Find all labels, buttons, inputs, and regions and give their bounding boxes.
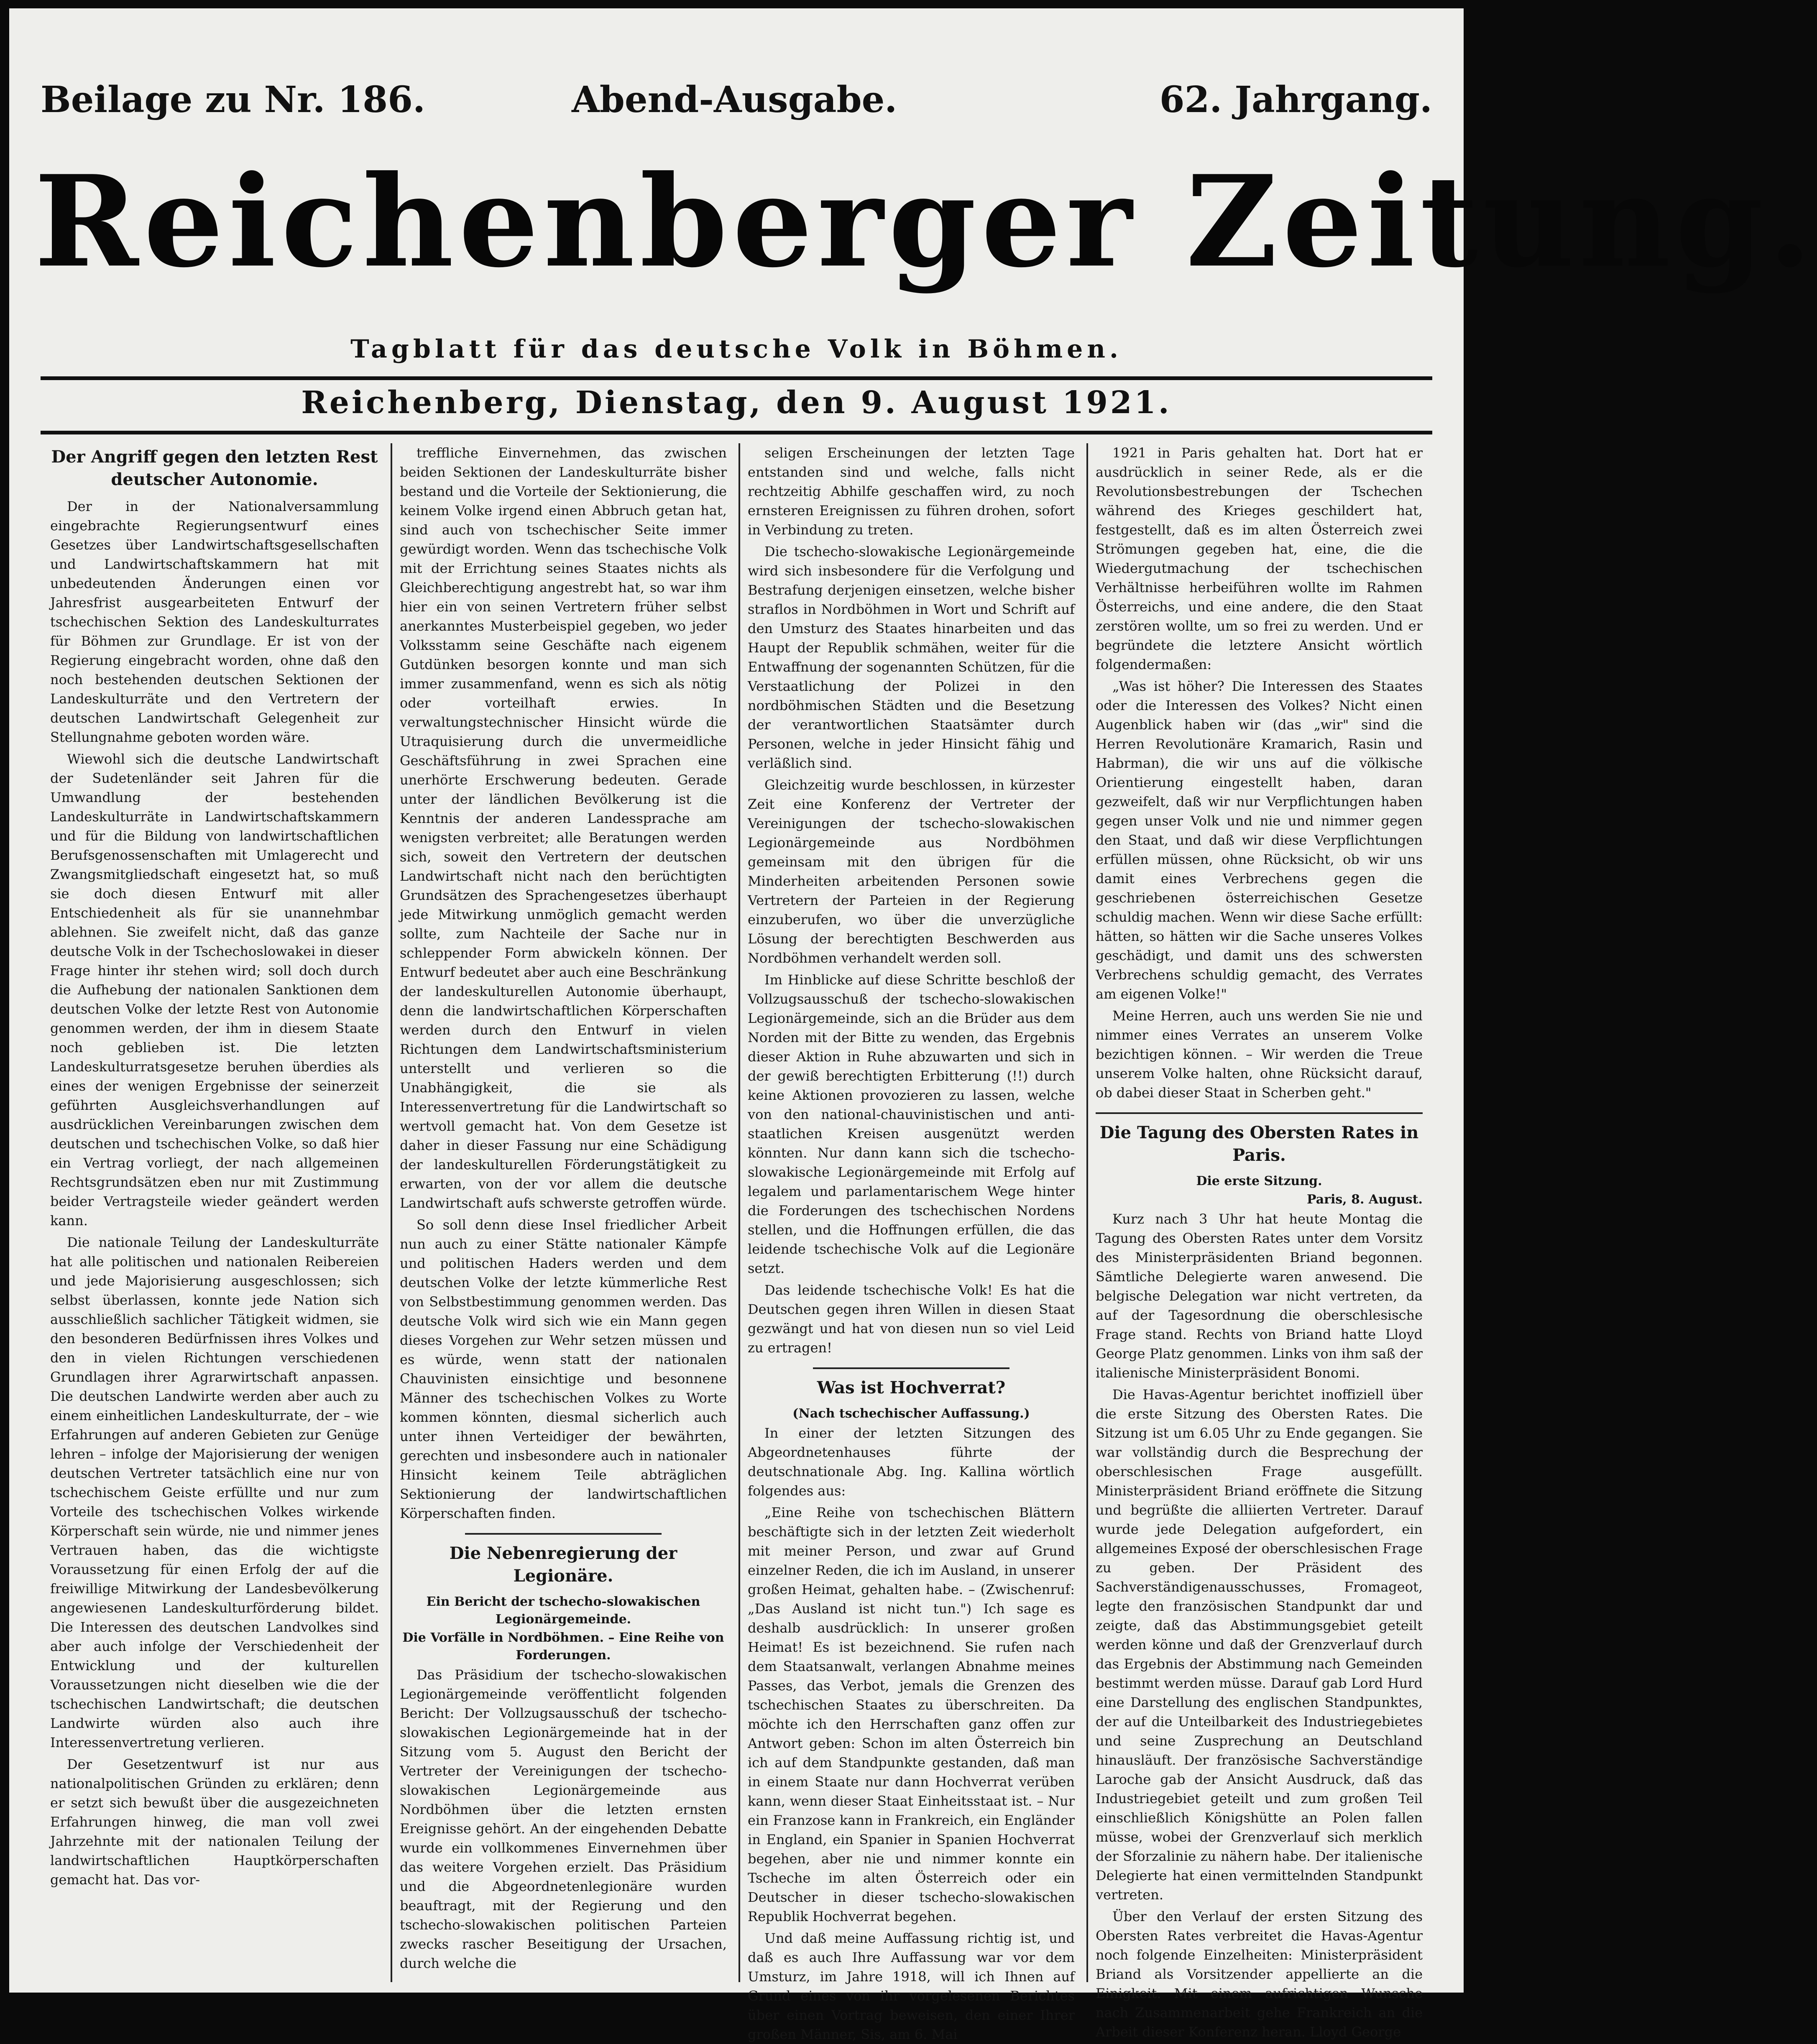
article-paragraph: So soll denn diese Insel friedlicher Arbeit nun auch zu einer Stätte nationaler Kämpfe und politischen Haders werden und dem deutschen Volke der letzte kümmerliche Rest von Selbstbestimmung genommen werden. Das deutsche Volk wird sich wie ein Mann gegen dieses Vorgehen zur Wehr setzen müssen und es würde, wenn statt der nationalen Chauvinisten einsichtige und besonnene Männer des tschechischen Volkes zu Worte kommen könnten, diesmal sicherlich auch unter ihnen Verteidiger der bewährten, gerechten und insbesondere auch in nationaler Hinsicht keinem Teile abträglichen Sektionierung der landwirtschaftlichen Körperschaften finden.	[400, 1217, 727, 1521]
article-paragraph: Das leidende tschechische Volk! Es hat die Deutschen gegen ihren Willen in diesen Staat gezwängt und hat von diesen nun so viel Leid zu ertragen!	[748, 1282, 1075, 1356]
article-paragraph: In einer der letzten Sitzungen des Abgeordnetenhauses führte der deutschnationale Abg. Ing. Kallina wörtlich folgendes aus:	[748, 1425, 1075, 1499]
article-paragraph: Die nationale Teilung der Landeskulturräte hat alle politischen und nationalen Reibereien und jede Majorisierung ausgeschlossen; sich selbst überlassen, konnte jede Nation sich ausschließlich sachlicher Tätigkeit widmen, sie den besonderen Bedürfnissen ihres Volkes und den in vielen Richtungen verschiedenen Grundlagen ihrer Agrarwirtschaft anpassen. Die deutschen Landwirte werden aber auch zu einem einheitlichen Landeskulturrate, der – wie Erfahrungen auf anderen Gebieten zur Genüge lehren – infolge der Majorisierung der wenigen deutschen Vertreter tatsächlich eine nur von tschechischem Geiste erfüllte und nur zum Vorteile des tschechischen Volkes wirkende Körperschaft sein würde, nie und nimmer jenes Vertrauen haben, das die wichtigste Voraussetzung für einen Erfolg der auf die freiwillige Mitwirkung der Landesbevölkerung angewiesenen Landeskulturförderung bildet. Die Interessen des deutschen Landvolkes sind aber auch infolge der Verschiedenheit der Entwicklung und der kulturellen Voraussetzungen nicht dieselben wie die der tschechischen Landwirtschaft; die deutschen Landwirte würden also auch ihre Interessenvertretung verlieren.	[50, 1234, 379, 1750]
masthead-divider	[41, 376, 1432, 380]
article-paragraph: Das Präsidium der tschecho-slowakischen Legionärgemeinde veröffentlicht folgenden Bericht: Der Vollzugsausschuß der tschecho-slowakischen Legionärgemeinde hat in der Sitzung vom 5. August den Bericht der Vertreter der Vereinigungen der tschecho-slowakischen Legionärgemeinde aus Nordböhmen über die letzten ernsten Ereignisse gehört. An der eingehenden Debatte wurde ein vollkommenes Einvernehmen über das weitere Vorgehen erzielt. Das Präsidium und die Abgeordnetenlegionäre wurden beauftragt, mit der Regierung und den tschecho-slowakischen politischen Parteien zwecks rascher Beseitigung der Ursachen, durch welche die	[400, 1667, 727, 1971]
article-kicker: Die Vorfälle in Nordböhmen. – Eine Reihe von Forderungen.	[402, 1630, 724, 1663]
article-paragraph: treffliche Einvernehmen, das zwischen beiden Sektionen der Landeskulturräte bisher bestand und die Vorteile der Sektionierung, die keinem Volke irgend einen Abbruch getan hat, sind auch von tschechischer Seite immer gewürdigt worden. Wenn das tschechische Volk mit der Errichtung seines Staates nichts als Gleichberechtigung angestrebt hat, so war ihm hier ein von seinen Vertretern früher selbst anerkanntes Musterbeispiel gegeben, wo jeder Volksstamm seine Geschäfte nach eigenem Gutdünken besorgen konnte und man sich immer zusammenfand, wenn es sich als nötig oder vorteilhaft erwies. In verwaltungstechnischer Hinsicht würde die Utraquisierung durch die unvermeidliche Geschäftsführung in zwei Sprachen eine unerhörte Erschwerung bedeuten. Gerade unter der ländlichen Bevölkerung ist die Kenntnis der anderen Landessprache am wenigsten verbreitet; alle Beratungen werden sich, soweit den Vertretern der deutschen Landwirtschaft nicht nach den berüchtigten Grundsätzen des Sprachengesetzes überhaupt jede Mitwirkung unmöglich gemacht werden sollte, zum Nachteile der Sache nur in schleppender Form abwickeln können. Der Entwurf bedeutet aber auch eine Beschränkung der landeskulturellen Autonomie überhaupt, denn die landwirtschaftlichen Körperschaften werden durch den Entwurf in vielen Richtungen dem Landwirtschaftsministerium unterstellt und verlieren so die Unabhängigkeit, die sie als Interessenvertretung für die Landwirtschaft so wertvoll gemacht hat. Von dem Gesetze ist daher in dieser Fassung nur eine Schädigung der landeskulturellen Förderungstätigkeit zu erwarten, von der vor allem die deutsche Landwirtschaft aufs schwerste getroffen würde.	[400, 445, 727, 1211]
newspaper-page	[9, 8, 1817, 2042]
newspaper-subtitle: Tagblatt für das deutsche Volk in Böhmen.	[350, 335, 1122, 364]
article-paragraph: Der in der Nationalversammlung eingebrachte Regierungsentwurf eines Gesetzes über Landwirtschaftsgesellschaften und Landwirtschaftskammern hat mit unbedeutenden Änderungen einen vor Jahresfrist ausgearbeiteten Entwurf der tschechischen Sektion des Landeskulturrates für Böhmen zur Grundlage. Er ist von der Regierung eingebracht worden, ohne daß den noch bestehenden deutschen Sektionen der Landeskulturräte und den Vertretern der deutschen Landwirtschaft Gelegenheit zur Stellungnahme geboten worden wäre.	[50, 498, 379, 745]
article-paragraph: „Was ist höher? Die Interessen des Staates oder die Interessen des Volkes? Nicht einen Augenblick haben wir (das „wir" sind die Herren Revolutionäre Kramarich, Rasin und Habrman), die wir uns auf die völkische Orientierung eingestellt haben, daran gezweifelt, daß wir nur Verpflichtungen haben gegen unser Volk und nie und nimmer gegen den Staat, und daß wir diese Verpflichtungen erfüllen müssen, ohne Rücksicht, ob wir uns damit eines Verbrechens gegen die geschriebenen österreichischen Gesetze schuldig machen. Wenn wir diese Sache erfüllt: hätten, so hätten wir die Sache unseres Volkes geschädigt, und damit uns des schwersten Verbrechens schuldig gemacht, des Verrates am eigenen Volke!"	[1096, 678, 1423, 1002]
edition-label: Abend-Ausgabe.	[572, 79, 897, 121]
column-4	[1086, 443, 1430, 2040]
article-paragraph: Wiewohl sich die deutsche Landwirtschaft der Sudetenländer seit Jahren für die Umwandlung der bestehenden Landeskulturräte in Landwirtschaftskammern und für die Bildung von landwirtschaftlichen Berufsgenossenschaften mit Umlagerecht und Zwangsmitgliedschaft eingesetzt hat, so muß sie doch diesen Entwurf mit aller Entschiedenheit als für sie unannehmbar ablehnen. Sie zweifelt nicht, daß das ganze deutsche Volk in der Tschechoslowakei in dieser Frage hinter ihr stehen wird; soll doch durch die Aufhebung der nationalen Sanktionen dem deutschen Volke der letzte Rest von Autonomie genommen werden, der ihm in diesem Staate noch geblieben ist. Die letzten Landeskulturratsgesetze beruhen überdies als eines der wenigen Ergebnisse der seinerzeit geführten Ausgleichsverhandlungen auf ausdrücklichen Vereinbarungen zwischen dem deutschen und tschechischen Volke, so daß hier ein Vertrag vorliegt, der nach allgemeinen Rechtsgrundsätzen eben nur mit Zustimmung beider Vertragsteile wieder geändert werden kann.	[50, 751, 379, 1229]
article-dateline: Paris, 8. August.	[1306, 1192, 1423, 1207]
dateline-divider	[41, 431, 1432, 434]
article-paragraph: Über den Verlauf der ersten Sitzung des Obersten Rates verbreitet die Havas-Agentur noch folgende Einzelheiten: Ministerpräsident Briand als Vorsitzender appellierte an die Einigkeit. Mit einem aufrichtigen Wunsche nach Zusammenarbeit gehe Frankreich an die Arbeit dieser Konferenz heran. Lloyd George	[1096, 1909, 1423, 2040]
article-paragraph: seligen Erscheinungen der letzten Tage entstanden sind und welche, falls nicht rechtzeitig Abhilfe geschaffen wird, zu noch ernsteren Ereignissen zu führen drohen, sofort in Verbindung zu treten.	[748, 445, 1075, 538]
article-headline: Die Tagung des Obersten Rates in Paris.	[1099, 1123, 1419, 1165]
section-divider	[1096, 1112, 1423, 1114]
article-paragraph: „Eine Reihe von tschechischen Blättern beschäftigte sich in der letzten Zeit wiederholt mit meiner Person, und zwar auf Grund einzelner Reden, die ich im Ausland, in unserer großen Heimat, gehalten habe. – (Zwischenruf: „Das Ausland ist nicht tun.") Ich sage es deshalb ausdrücklich: In unserer großen Heimat! Es ist bezeichnend. Sie rufen nach dem Staatsanwalt, verlangen Abnahme meines Passes, das Verbot, jemals die Grenzen des tschechischen Staates zu überschreiten. Da möchte ich den Herrschaften ganz offen zur Antwort geben: Schon im alten Österreich bin ich auf dem Standpunkte gestanden, daß man in einem Staate nur dann Hochverrat verüben kann, wenn dieser Staat Einheitsstaat ist. – Nur ein Franzose kann in Frankreich, ein Engländer in England, ein Spanier in Spanien Hochverrat begehen, aber nie und nimmer konnte ein Tscheche im alten Österreich oder ein Deutscher in dieser tschecho-slowakischen Republik Hochverrat begehen.	[748, 1505, 1075, 1924]
article-headline: Die Nebenregierung der Legionäre.	[449, 1543, 677, 1586]
article-paragraph: Und daß meine Auffassung richtig ist, und daß es auch Ihre Auffassung war vor dem Umsturz, im Jahre 1918, will ich Ihnen auf Grund eines von ihr vorgelesenen Berichtes über einen Vortrag beweisen, den einer Ihrer großen Männer, Sis, am 6. Mai	[748, 1930, 1075, 2042]
article-paragraph: Gleichzeitig wurde beschlossen, in kürzester Zeit eine Konferenz der Vertreter der Vereinigungen der tschecho-slowakischen Legionärgemeinde aus Nordböhmen gemeinsam mit den übrigen für die Minderheiten arbeitenden Personen sowie Vertretern der Parteien in der Regierung einzuberufen, wo über die unverzügliche Lösung der berechtigten Beschwerden aus Nordböhmen verhandelt werden soll.	[748, 777, 1075, 966]
column-3	[739, 443, 1082, 2042]
section-divider	[465, 1533, 661, 1535]
article-headline: Der Angriff gegen den letzten Rest deutscher Autonomie.	[51, 447, 378, 489]
dateline: Reichenberg, Dienstag, den 9. August 1921.	[301, 385, 1172, 421]
article-paragraph: Im Hinblicke auf diese Schritte beschloß der Vollzugsausschuß der tschecho-slowakischen Legionärgemeinde, sich an die Brüder aus dem Norden mit der Bitte zu wenden, das Ergebnis dieser Aktion in Ruhe abzuwarten und sich in der gewiß berechtigten Erbitterung (!!) durch keine Aktionen provozieren zu lassen, welche von den national-chauvinistischen und anti-staatlichen Kreisen ausgenützt werden könnten. Nur dann kann sich die tschecho-slowakische Legionärgemeinde mit Erfolg auf legalem und parlamentarischem Wege hinter die Forderungen des tschechischen Nordens stellen, und die Hoffnungen erfüllen, die das leidende tschechische Volk auf die Legionäre setzt.	[748, 972, 1075, 1276]
article-headline: Was ist Hochverrat?	[817, 1378, 1006, 1398]
article-kicker: Die erste Sitzung.	[1196, 1174, 1322, 1188]
section-divider	[813, 1367, 1009, 1369]
article-paragraph: 1921 in Paris gehalten hat. Dort hat er ausdrücklich in seiner Rede, als er die Revolutionsbestrebungen der Tschechen während des Krieges geschildert hat, festgestellt, daß es im alten Österreich zwei Strömungen gegeben hat, eine, die die Wiedergutmachung der tschechischen Verhältnisse herbeiführen wollte im Rahmen Österreichs, und eine andere, die den Staat zerstören wollte, um so frei zu werden. Und er begründete die letztere Ansicht wörtlich folgendermaßen:	[1096, 445, 1423, 672]
masthead-topline	[41, 79, 1432, 125]
volume-label: 62. Jahrgang.	[1159, 79, 1432, 121]
article-paragraph: Der Gesetzentwurf ist nur aus nationalpolitischen Gründen zu erklären; denn er setzt sich bewußt über die ausgezeichneten Erfahrungen hinweg, die man voll zwei Jahrzehnte mit der nationalen Teilung der landwirtschaftlichen Hauptkörperschaften gemacht hat. Das vor-	[50, 1756, 379, 1888]
column-2	[391, 443, 734, 1982]
article-paragraph: Die Havas-Agentur berichtet inoffiziell über die erste Sitzung des Obersten Rates. Die Sitzung ist um 6.05 Uhr zu Ende gegangen. Sie war vollständig durch die Besprechung der oberschlesischen Frage ausgefüllt. Ministerpräsident Briand eröffnete die Sitzung und begrüßte die alliierten Vertreter. Darauf wurde jede Delegation aufgefordert, ein allgemeines Exposé der oberschlesischen Frage zu geben. Der Präsident des Sachverständigenausschusses, Fromageot, legte den französischen Standpunkt dar und zeigte, daß das Abstimmungsgebiet geteilt werden könne und daß der Grenzverlauf durch das Ergebnis der Abstimmung nach Gemeinden bestimmt werden müsse. Darauf gab Lord Hurd eine Darstellung des englischen Standpunktes, der auf die Unteilbarkeit des Industriegebietes und seine Zusprechung an Deutschland hinausläuft. Der französische Sachverständige Laroche gab der Ansicht Ausdruck, daß das Industriegebiet geteilt und zum großen Teil einschließlich Königshütte an Polen fallen müsse, wobei der Grenzverlauf sich merklich der Sforzalinie zu nähern habe. Der italienische Delegierte hat einen vermittelnden Standpunkt vertreten.	[1096, 1387, 1423, 1903]
supplement-label: Beilage zu Nr. 186.	[41, 79, 425, 121]
article-paragraph: Meine Herren, auch uns werden Sie nie und nimmer eines Verrates an unserem Volke bezichtigen können. – Wir werden die Treue unserem Volke halten, ohne Rücksicht darauf, ob dabei dieser Staat in Scherben geht."	[1096, 1008, 1423, 1101]
article-kicker: Ein Bericht der tschecho-slowakischen Legionärgemeinde.	[426, 1594, 700, 1627]
article-columns	[43, 443, 1430, 2042]
newspaper-title: Reichenberger Zeitung.	[34, 148, 1817, 295]
article-kicker: (Nach tschechischer Auffassung.)	[792, 1406, 1030, 1421]
column-1	[43, 443, 386, 1982]
article-paragraph: Kurz nach 3 Uhr hat heute Montag die Tagung des Obersten Rates unter dem Vorsitz des Ministerpräsidenten Briand begonnen. Sämtliche Delegierte waren anwesend. Die belgische Delegation war nicht vertreten, da auf der Tagesordnung die oberschlesische Frage stand. Rechts von Briand hatte Lloyd George Platz genommen. Links von ihm saß der italienische Ministerpräsident Bonomi.	[1096, 1211, 1423, 1381]
article-paragraph: Die tschecho-slowakische Legionärgemeinde wird sich insbesondere für die Verfolgung und Bestrafung derjenigen einsetzen, welche bisher straflos in Nordböhmen in Wort und Schrift auf den Umsturz des Staates hinarbeiten und das Haupt der Republik schmähen, weiter für die Entwaffnung der sogenannten Schützen, für die Verstaatlichung der Polizei in den nordböhmischen Städten und die Besetzung der verantwortlichen Staatsämter durch Personen, welche in jeder Hinsicht fähig und verläßlich sind.	[748, 544, 1075, 771]
